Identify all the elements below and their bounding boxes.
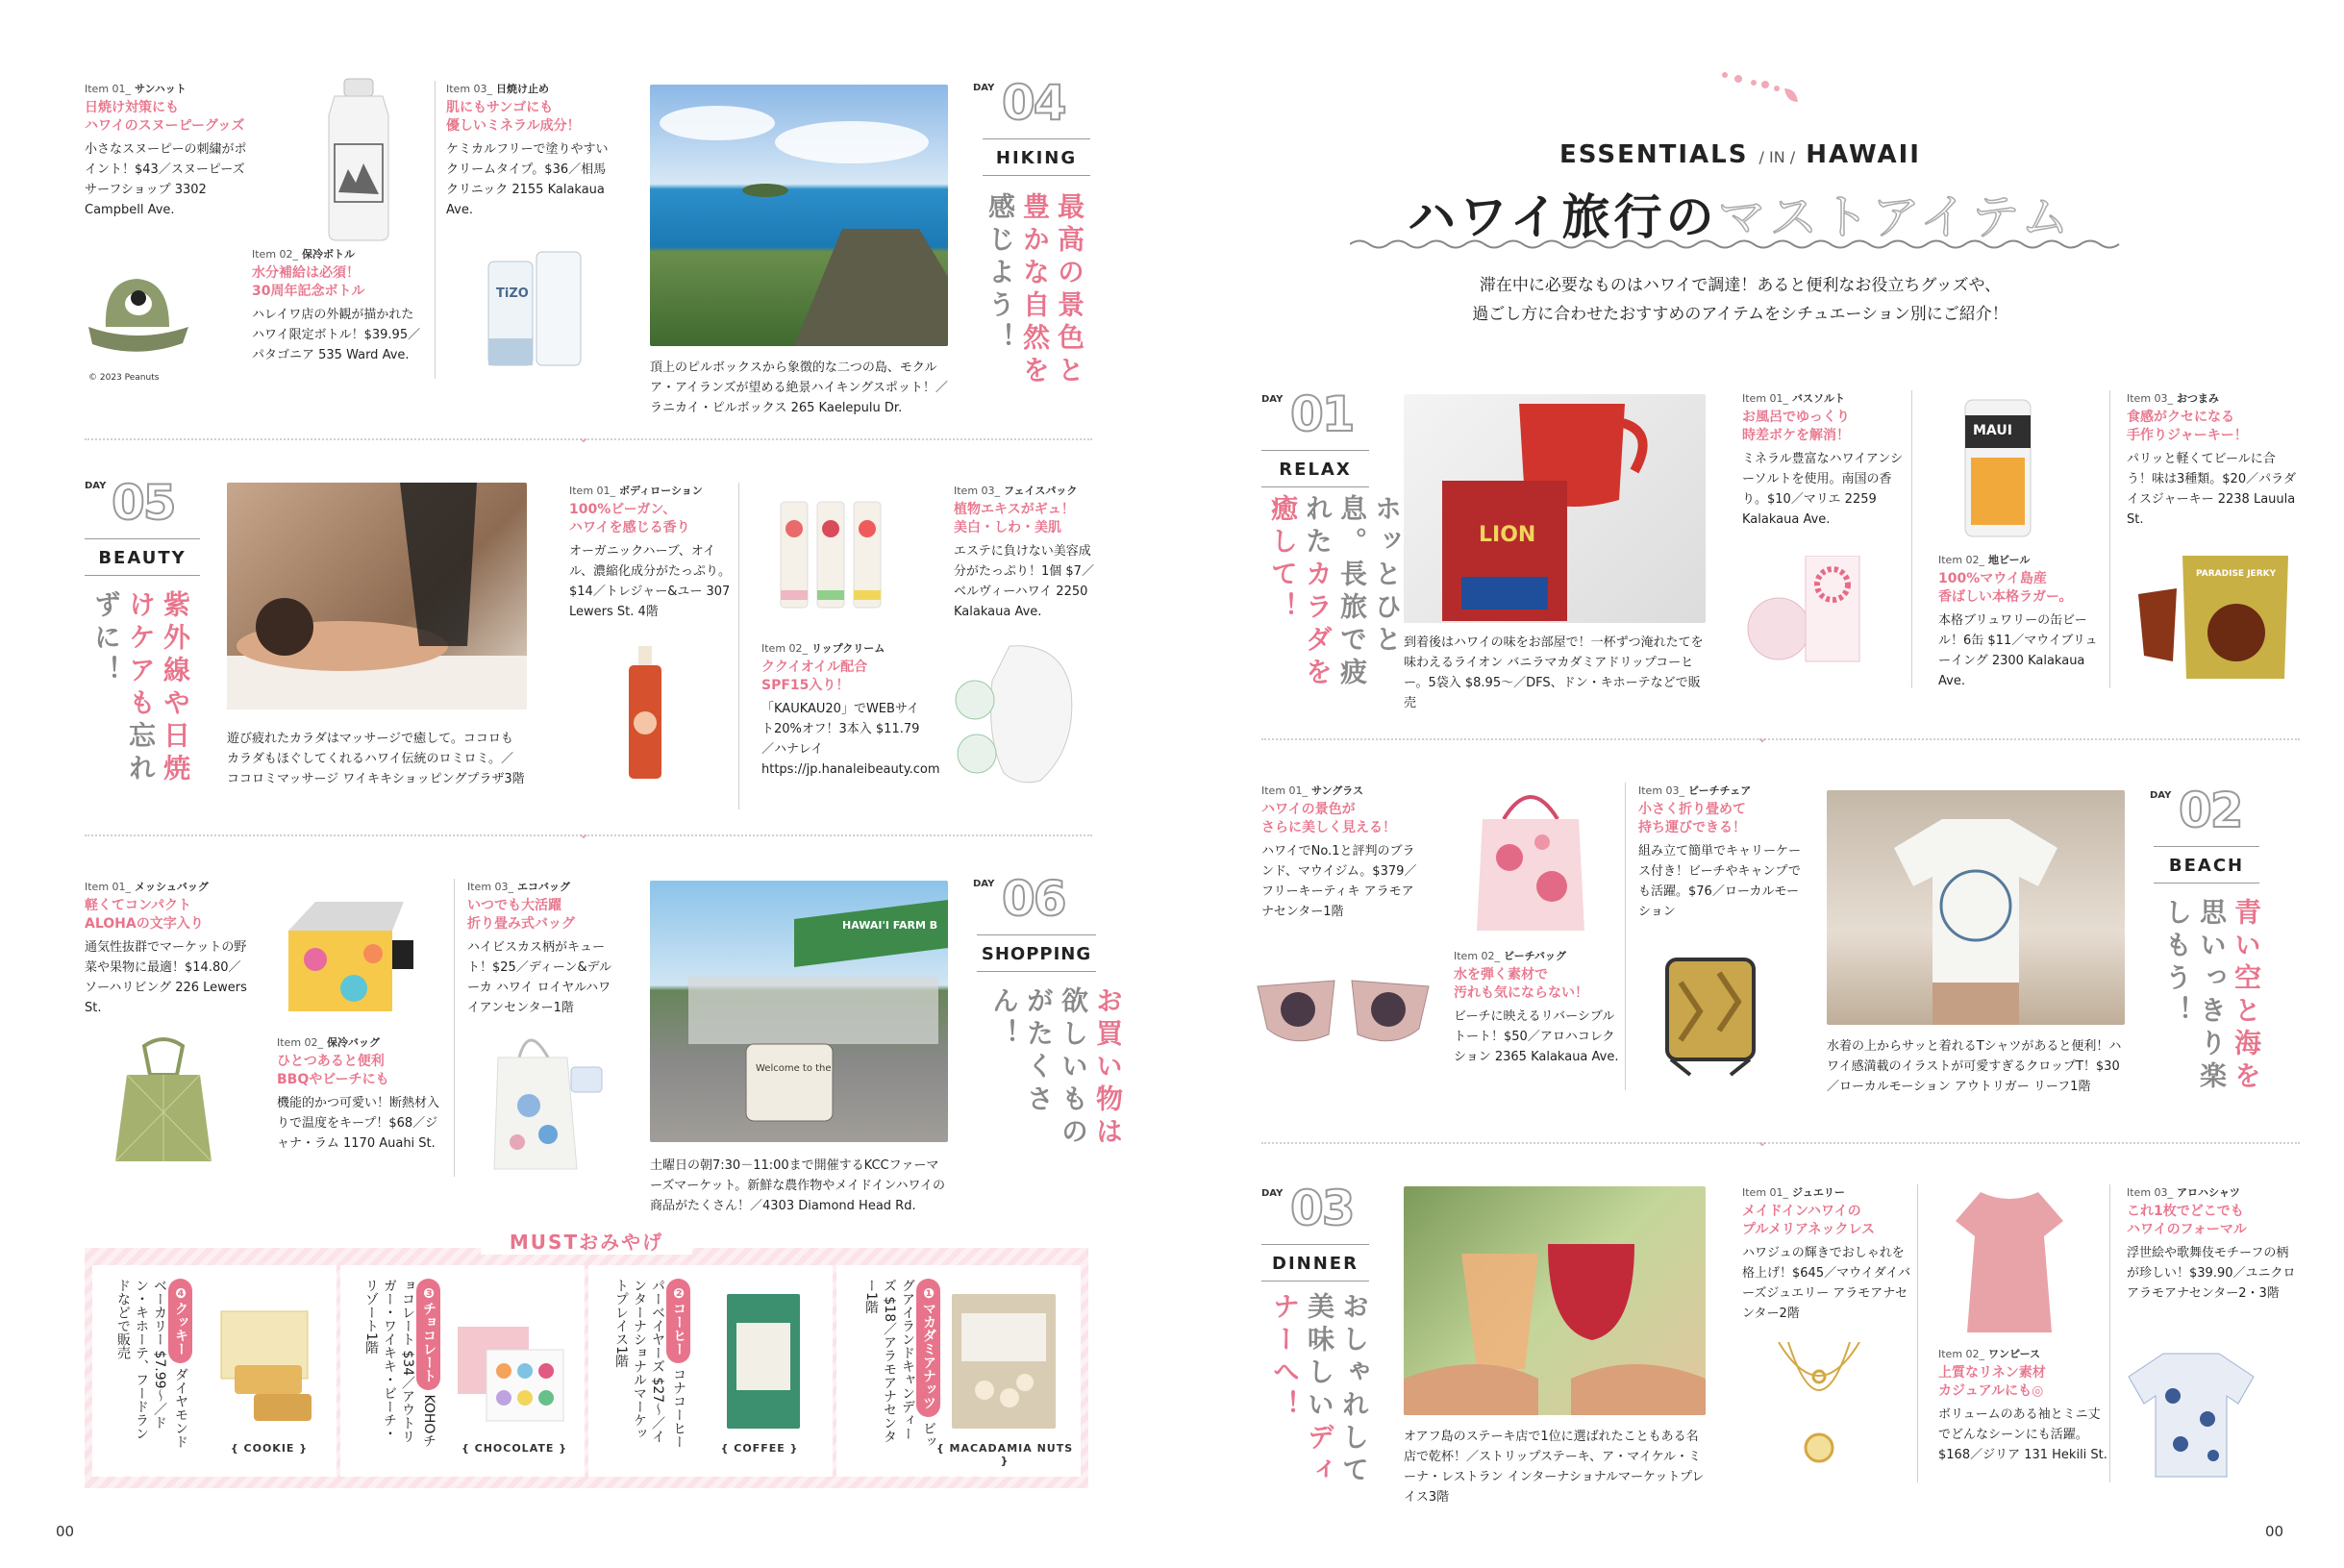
hawaiian-islands-icon xyxy=(1717,69,1804,104)
divider xyxy=(2109,1184,2110,1482)
souvenir-text-chocolate: ❸チョコレート KOHOチョコレート $34／アウトリガー・ワイキキ・ビーチ・リゾート1階 xyxy=(362,1279,440,1452)
shopping-item-1: Item 01_ メッシュバッグ 軽くてコンパクト ALOHAの文字入り 通気性抜群でマーケットの野菜や果物に最適！$14.80／ソーハリビング 226 Lewers St. xyxy=(85,881,247,1015)
intro-text: 滞在中に必要なものはハワイで調達！あると便利なお役立ちグッズや、 過ごし方に合わせたおすすめのアイテムをシチュエーション別にご紹介！ xyxy=(1472,276,2008,324)
divider xyxy=(2109,390,2110,688)
body-lotion-image xyxy=(623,646,667,781)
rule xyxy=(85,538,200,539)
divider xyxy=(738,483,739,809)
hiking-tagline: 最高の景色と豊かな自然を感じよう！ xyxy=(985,192,1085,388)
souvenir-text-macadamia: ❶マカダミアナッツ ビッグアイランドキャンディーズ $18／アラモアナセンター1階 xyxy=(861,1279,940,1452)
rule xyxy=(977,971,1096,972)
jerky-label: PARADISE JERKY xyxy=(2196,569,2277,579)
beach-item-3: Item 03_ ビーチチェア 小さく折り畳めて 持ち運びできる！ 組み立て簡単でキャリーケース付き！ビーチやキャンプでも活躍。$76／ローカルモーション xyxy=(1638,784,1802,919)
beach-item-1: Item 01_ サングラス ハワイの景色が さらに美しく見える！ ハワイでNo.1と評判のブランド、マウイジム。$379／フリーキーティキ アラモアナセンター1階 xyxy=(1261,784,1417,919)
beach-tshirt-photo xyxy=(1827,790,2125,1025)
rule xyxy=(983,138,1090,139)
sunscreen-brand: TiZO xyxy=(496,286,529,301)
sunglasses-image xyxy=(1252,967,1434,1050)
beach-tagline: 青い空と海を思いっきり楽しもう！ xyxy=(2161,898,2262,1094)
cooler-bag-image xyxy=(277,883,415,1017)
day-label: DAY xyxy=(973,83,995,93)
day-number: 02 xyxy=(2179,783,2242,838)
relax-item-1: Item 01_ バスソルト お風呂でゆっくり 時差ボケを解消！ ミネラル豊富なハワイアンシーソルトを使用。南国の香り。$10／マリエ 2259 Kalakaua Ave. xyxy=(1742,392,1903,527)
wavy-underline xyxy=(1350,236,2129,250)
day-number: 05 xyxy=(112,475,175,531)
rule xyxy=(1261,1244,1369,1245)
beach-bag-image xyxy=(1475,781,1586,934)
welcome-sign-text: Welcome to the xyxy=(756,1063,832,1074)
lip-balm-image xyxy=(775,490,890,613)
chevron-down-icon: ⌄ xyxy=(577,428,590,446)
chevron-down-icon: ⌄ xyxy=(1756,728,1769,746)
beauty-item-3: Item 03_ フェイスパック 植物エキスがギュ！ 美白・しわ・美肌 エステに負けない美容成分がたっぷり！1個 $7／ベルヴィーハワイ 2250 Kalakaua Ave. xyxy=(954,485,1094,619)
chevron-down-icon: ⌄ xyxy=(1756,1132,1769,1150)
hiking-caption: 頂上のピルボックスから象徴的な二つの島、モクルア・アイランズが望める絶景ハイキングスポット！／ラニカイ・ピルボックス 265 Kaelepulu Dr. xyxy=(650,361,948,415)
chevron-down-icon: ⌄ xyxy=(577,824,590,842)
copyright-text: © 2023 Peanuts xyxy=(88,373,160,383)
divider xyxy=(1625,783,1626,1090)
massage-photo xyxy=(227,483,527,709)
page-number-left: 00 xyxy=(56,1523,75,1540)
dinner-tagline: おしゃれして美味しいディナーへ！ xyxy=(1269,1292,1370,1488)
souvenir-title: MUSTおみやげ xyxy=(481,1227,692,1255)
rule xyxy=(1261,450,1369,451)
hiking-item-1: Item 01_ サンハット 日焼け対策にも ハワイのスヌーピーグッズ 小さなスヌーピーの刺繍がポイント！$43／スヌーピーズサーフショップ 3302 Campbell Ave. xyxy=(85,83,247,217)
farmers-market-photo xyxy=(650,881,948,1142)
page-title: ハワイ旅行のマストアイテム xyxy=(1408,189,2073,245)
relax-item-2: Item 02_ 地ビール 100%マウイ島産 香ばしい本格ラガー。 本格ブリュワリーの缶ビール！6缶 $11／マウイブリューイング 2300 Kalakaua Ave. xyxy=(1938,554,2098,688)
dinner-caption: オアフ島のステーキ店で1位に選ばれたこともある名店で乾杯！／ストリップステーキ、ア・マイケル・ミーナ・レストラン インターナショナルマーケットプレイス3階 xyxy=(1404,1430,1705,1505)
rule xyxy=(983,175,1090,176)
souvenir-label: { COFFEE } xyxy=(720,1442,799,1455)
beach-chair-image xyxy=(1661,954,1759,1077)
page-number-right: 00 xyxy=(2265,1523,2284,1540)
situation-title-dinner: DINNER xyxy=(1272,1254,1359,1274)
rule xyxy=(1261,1281,1369,1282)
situation-title-hiking: HIKING xyxy=(995,148,1078,168)
souvenir-label: { COOKIE } xyxy=(230,1442,309,1455)
lion-coffee-label: LION xyxy=(1479,523,1536,547)
rule xyxy=(977,934,1096,935)
day-label: DAY xyxy=(973,879,995,889)
necklace-image xyxy=(1769,1342,1869,1479)
relax-caption: 到着後はハワイの味をお部屋で！一杯ずつ淹れたてを味わえるライオン バニラマカダミアドリップコーヒー。5袋入 $8.95～／DFS、ドン・キホーテなどで販売 xyxy=(1404,635,1704,710)
beauty-item-1: Item 01_ ボディローション 100%ビーガン、 ハワイを感じる香り オーガニックハーブ、オイル、濃縮化成分がたっぷり。$14／トレジャー&ユー 307 Lewers St. 4階 xyxy=(569,485,731,619)
bath-salt-image xyxy=(1738,556,1863,671)
souvenir-text-cookie: ❹クッキー ダイヤモンドベーカリー $7.99～／ドン・キホーテ、フードランドなどで販売 xyxy=(113,1279,192,1452)
beauty-item-2: Item 02_ リップクリーム ククイオイル配合 SPF15入り！ 「KAUKAU20」でWEBサイト20%オフ！3本入 $11.79／ハナレイ https://jp.hanaleibeauty.com xyxy=(761,642,940,777)
rule xyxy=(1261,486,1369,487)
jerky-image xyxy=(2134,556,2290,681)
coffee-photo xyxy=(1404,394,1706,623)
divider xyxy=(454,879,455,1177)
maui-beer-can-image xyxy=(1961,396,2034,540)
hiking-photo xyxy=(650,85,948,346)
situation-title-beauty: BEAUTY xyxy=(98,548,187,568)
souvenir-label: { CHOCOLATE } xyxy=(461,1442,568,1455)
bucket-hat-image xyxy=(69,252,204,360)
souvenir-text-coffee: ❷コーヒー コナコーヒーパーベイヤーズ $27～／インターナショナルマーケットプレイス1階 xyxy=(611,1279,690,1452)
market-sign-text: HAWAI'I FARM B xyxy=(842,919,938,932)
situation-title-relax: RELAX xyxy=(1279,460,1352,480)
day-number: 03 xyxy=(1290,1181,1354,1236)
shopping-caption: 土曜日の朝7:30－11:00まで開催するKCCファーマーズマーケット。新鮮な農作物やメイドインハワイの商品がたくさん！／4303 Diamond Head Rd. xyxy=(650,1158,946,1213)
situation-title-shopping: SHOPPING xyxy=(981,944,1092,964)
divider xyxy=(1917,1184,1918,1482)
macadamia-nuts-image xyxy=(952,1294,1056,1429)
dinner-item-1: Item 01_ ジュエリー メイドインハワイの プルメリアネックレス ハワジュの輝きでおしゃれを格上げ！$645／マウイダイバーズジュエリー アラモアナセンター2階 xyxy=(1742,1186,1911,1321)
shopping-tagline: お買い物は欲しいものがたくさん！ xyxy=(988,986,1124,1150)
coffee-bag-image xyxy=(727,1294,800,1429)
day-number: 04 xyxy=(1002,75,1065,131)
section-divider xyxy=(1261,1142,2300,1144)
beauty-caption: 遊び疲れたカラダはマッサージで癒して。ココロもカラダもほぐしてくれるハワイ伝統のロミロミ。／ココロミマッサージ ワイキキショッピングプラザ3階 xyxy=(227,732,525,786)
divider xyxy=(435,81,436,379)
day-label: DAY xyxy=(1261,1188,1284,1199)
beach-item-2: Item 02_ ビーチバッグ 水を弾く素材で 汚れも気にならない！ ビーチに映えるリバーシブルトート！$50／アロハコレクション 2365 Kalakaua Ave. xyxy=(1454,950,1619,1064)
sunscreen-image xyxy=(483,248,588,373)
rule xyxy=(2154,883,2259,884)
essentials-heading: ESSENTIALS / IN / HAWAII xyxy=(1559,140,1921,169)
dress-image xyxy=(1952,1182,2067,1336)
maui-label: MAUI xyxy=(1973,423,2012,438)
beach-caption: 水着の上からサッと着れるTシャツがあると便利！ハワイ感満載のイラストが可愛すぎるクロップT！$30／ローカルモーション アウトリガー リーフ1階 xyxy=(1827,1039,2122,1094)
day-label: DAY xyxy=(2150,790,2172,801)
relax-item-3: Item 03_ おつまみ 食感がクセになる 手作りジャーキー！ パリッと軽くてビールに合う！味は3種類。$20／パラダイスジャーキー 2238 Lauula St. xyxy=(2127,392,2296,527)
section-divider xyxy=(1261,738,2300,740)
dinner-item-2: Item 02_ ワンピース 上質なリネン素材 カジュアルにも◎ ボリュームのある袖とミニ丈でどんなシーンにも活躍。$168／ジリア 131 Hekili St. xyxy=(1938,1348,2107,1462)
divider xyxy=(1911,390,1912,688)
shopping-item-2: Item 02_ 保冷バッグ ひとつあると便利 BBQやビーチにも 機能的かつ可愛い！断熱材入りで温度をキープ！$68／ジャナ・ラム 1170 Auahi St. xyxy=(277,1036,440,1151)
day-number: 06 xyxy=(1002,871,1065,927)
rule xyxy=(2154,846,2259,847)
shopping-item-3: Item 03_ エコバッグ いつでも大活躍 折り畳み式バッグ ハイビスカス柄がキュート！$25／ディーン&デルーカ ハワイ ロイヤルハワイアンセンター1階 xyxy=(467,881,612,1015)
souvenir-label: { MACADAMIA NUTS } xyxy=(935,1442,1074,1467)
day-label: DAY xyxy=(85,481,107,491)
aloha-shirt-image xyxy=(2125,1348,2257,1481)
chocolate-box-image xyxy=(452,1321,569,1427)
dinner-item-3: Item 03_ アロハシャツ これ1枚でどこでも ハワイのフォーマル 浮世絵や歌舞伎モチーフの柄が珍しい！$39.90／ユニクロ アラモアナセンター2・3階 xyxy=(2127,1186,2296,1301)
situation-title-beach: BEACH xyxy=(2168,856,2245,876)
eco-bag-image xyxy=(490,1029,606,1173)
water-bottle-image xyxy=(306,77,411,242)
cookie-box-image xyxy=(215,1307,319,1427)
rule xyxy=(85,575,200,576)
hiking-item-2: Item 02_ 保冷ボトル 水分補給は必須！ 30周年記念ボトル ハレイワ店の外観が描かれたハワイ限定ボトル！$39.95／パタゴニア 535 Ward Ave. xyxy=(252,248,421,362)
beauty-tagline: 紫外線や日焼けケアも忘れずに！ xyxy=(90,590,191,786)
relax-tagline: ホッとひと息。長旅で疲れたカラダを癒して！ xyxy=(1267,494,1403,690)
day-label: DAY xyxy=(1261,394,1284,405)
dinner-cocktail-photo xyxy=(1404,1186,1706,1415)
hiking-item-3: Item 03_ 日焼け止め 肌にもサンゴにも 優しいミネラル成分！ ケミカルフリーで塗りやすいクリームタイプ。$36／相馬クリニック 2155 Kalakaua Ave. xyxy=(446,83,609,217)
face-mask-image xyxy=(948,642,1092,786)
mesh-bag-image xyxy=(106,1036,221,1171)
day-number: 01 xyxy=(1290,386,1354,442)
